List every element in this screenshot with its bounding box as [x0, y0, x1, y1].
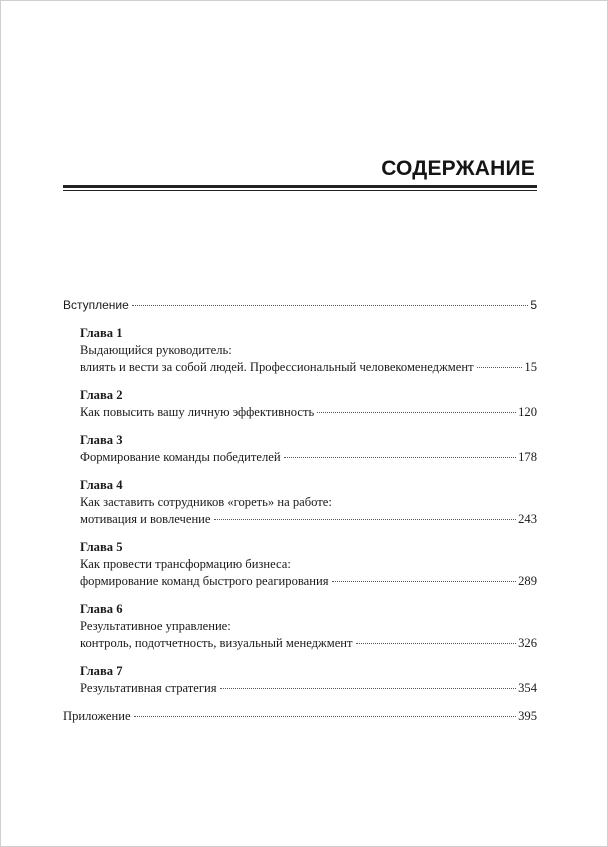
toc-entry-row	[80, 511, 537, 528]
toc-entry-appendix[interactable]	[63, 708, 537, 725]
toc-entry-intro[interactable]	[63, 297, 537, 314]
toc-chapter-7[interactable]	[80, 663, 537, 697]
toc-page-number: 120	[518, 405, 537, 419]
table-of-contents	[63, 297, 537, 725]
toc-page-number: 354	[518, 681, 537, 695]
toc-page-number: 15	[524, 360, 537, 374]
dot-leader	[220, 688, 517, 689]
dot-leader	[317, 412, 516, 413]
chapter-title-line: Выдающийся руководитель:	[80, 343, 232, 357]
title-rule-thin	[63, 190, 537, 191]
toc-entry-row	[80, 359, 537, 376]
chapter-title-line: Результативное управление:	[80, 619, 231, 633]
toc-entry-row	[80, 573, 537, 590]
toc-chapter-3[interactable]	[80, 432, 537, 466]
dot-leader	[132, 305, 529, 306]
toc-chapter-2[interactable]	[80, 387, 537, 421]
chapter-label: Глава 4	[80, 478, 123, 492]
toc-page-number: 178	[518, 450, 537, 464]
dot-leader	[284, 457, 517, 458]
toc-chapter-5[interactable]	[80, 539, 537, 590]
chapter-label: Глава 6	[80, 602, 123, 616]
toc-entry-row	[80, 635, 537, 652]
chapter-title-line: Как заставить сотрудников «гореть» на работе:	[80, 495, 332, 509]
toc-chapter-4[interactable]	[80, 477, 537, 528]
chapter-label: Глава 3	[80, 433, 123, 447]
chapter-title-line: формирование команд быстрого реагирования	[80, 574, 329, 588]
toc-page-number: 326	[518, 636, 537, 650]
chapter-label: Глава 7	[80, 664, 123, 678]
dot-leader	[332, 581, 517, 582]
dot-leader	[214, 519, 517, 520]
dot-leader	[134, 716, 517, 717]
toc-entry-label: Приложение	[63, 709, 131, 723]
toc-page-number: 289	[518, 574, 537, 588]
chapter-title-line: мотивация и вовлечение	[80, 512, 211, 526]
chapter-label: Глава 5	[80, 540, 123, 554]
title-rule-thick	[63, 185, 537, 188]
toc-entry-row	[80, 404, 537, 421]
chapter-title-line: влиять и вести за собой людей. Профессиональный человекоменеджмент	[80, 360, 474, 374]
dot-leader	[477, 367, 523, 368]
chapter-title-line: контроль, подотчетность, визуальный менеджмент	[80, 636, 353, 650]
toc-entry-label: Вступление	[63, 298, 129, 312]
toc-page-number: 243	[518, 512, 537, 526]
chapter-label: Глава 1	[80, 326, 123, 340]
chapter-title-line: Как провести трансформацию бизнеса:	[80, 557, 291, 571]
toc-chapter-6[interactable]	[80, 601, 537, 652]
chapter-title-line: Как повысить вашу личную эффективность	[80, 405, 315, 419]
dot-leader	[356, 643, 517, 644]
toc-entry-row	[80, 680, 537, 697]
chapter-title-line: Формирование команды победителей	[80, 450, 281, 464]
chapter-label: Глава 2	[80, 388, 123, 402]
toc-page-number: 5	[530, 298, 537, 312]
page-title: СОДЕРЖАНИЕ	[381, 157, 535, 180]
chapter-title-line: Результативная стратегия	[80, 681, 217, 695]
toc-page-number: 395	[518, 709, 537, 723]
toc-chapter-1[interactable]	[80, 325, 537, 376]
toc-entry-row	[80, 449, 537, 466]
